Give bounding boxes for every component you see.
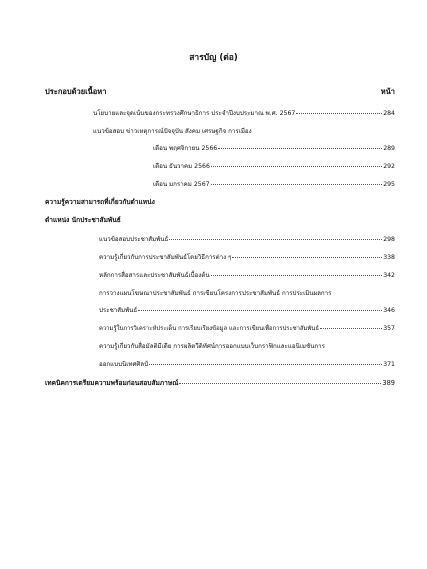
section-heading: ความรู้ความสามารถที่เกี่ยวกับตำแหน่ง — [45, 198, 155, 206]
toc-entry-line: ความรู้เกี่ยวกับสื่อมัลติมีเดีย การผลิตวีดิทัศน์การออกแบบเว็บกราฟิกและแอนิเมชันการ — [99, 343, 325, 350]
toc-entry: เทคนิคการเตรียมความพร้อมก่อนสอบสัมภาษณ์ 389 — [45, 379, 395, 387]
toc-entry: หลักการสื่อสารและประชาสัมพันธ์เบื้องต้น 342 — [99, 272, 395, 279]
toc-entry: เดือน พฤศจิกายน 2566 289 — [153, 145, 395, 152]
toc-entry: นโยบายและจุดเน้นของกระทรวงศึกษาธิการ ประจำปีงบประมาณ พ.ศ. 2567 284 — [93, 110, 395, 117]
page-title: สารบัญ (ต่อ) — [189, 53, 238, 63]
toc-entry: เดือน มกราคม 2567 295 — [153, 181, 395, 188]
header-page-label: หน้า — [380, 87, 395, 96]
toc-entry: ออกแบบนิเทศศิลป์ 371 — [99, 361, 395, 368]
toc-entry: แนวข้อสอบประชาสัมพันธ์ 298 — [99, 236, 395, 243]
section-heading: ตำแหน่ง นักประชาสัมพันธ์ — [45, 216, 121, 224]
toc-entry: เดือน ธันวาคม 2566 292 — [153, 163, 395, 170]
header-contents-label: ประกอบด้วยเนื้อหา — [45, 87, 107, 96]
toc-entry: ความรู้ในการวิเคราะห์ประเด็น การเรียบเรียงข้อมูล และการเขียนเพื่อการประชาสัมพันธ์ 357 — [99, 325, 395, 332]
toc-entry: ความรู้เกี่ยวกับการประชาสัมพันธ์โดยวิธีการต่าง ๆ 338 — [99, 254, 395, 261]
toc-header — [45, 86, 395, 98]
toc-entry: แนวข้อสอบ ข่าวเหตุการณ์ปัจจุบัน สังคม เศรษฐกิจ การเมือง — [93, 128, 252, 135]
toc-entry-line: การวางแผนโฆษณาประชาสัมพันธ์ การเขียนโครงการประชาสัมพันธ์ การประเมินผลการ — [99, 290, 332, 297]
toc-entry: ประชาสัมพันธ์ 346 — [99, 307, 395, 314]
